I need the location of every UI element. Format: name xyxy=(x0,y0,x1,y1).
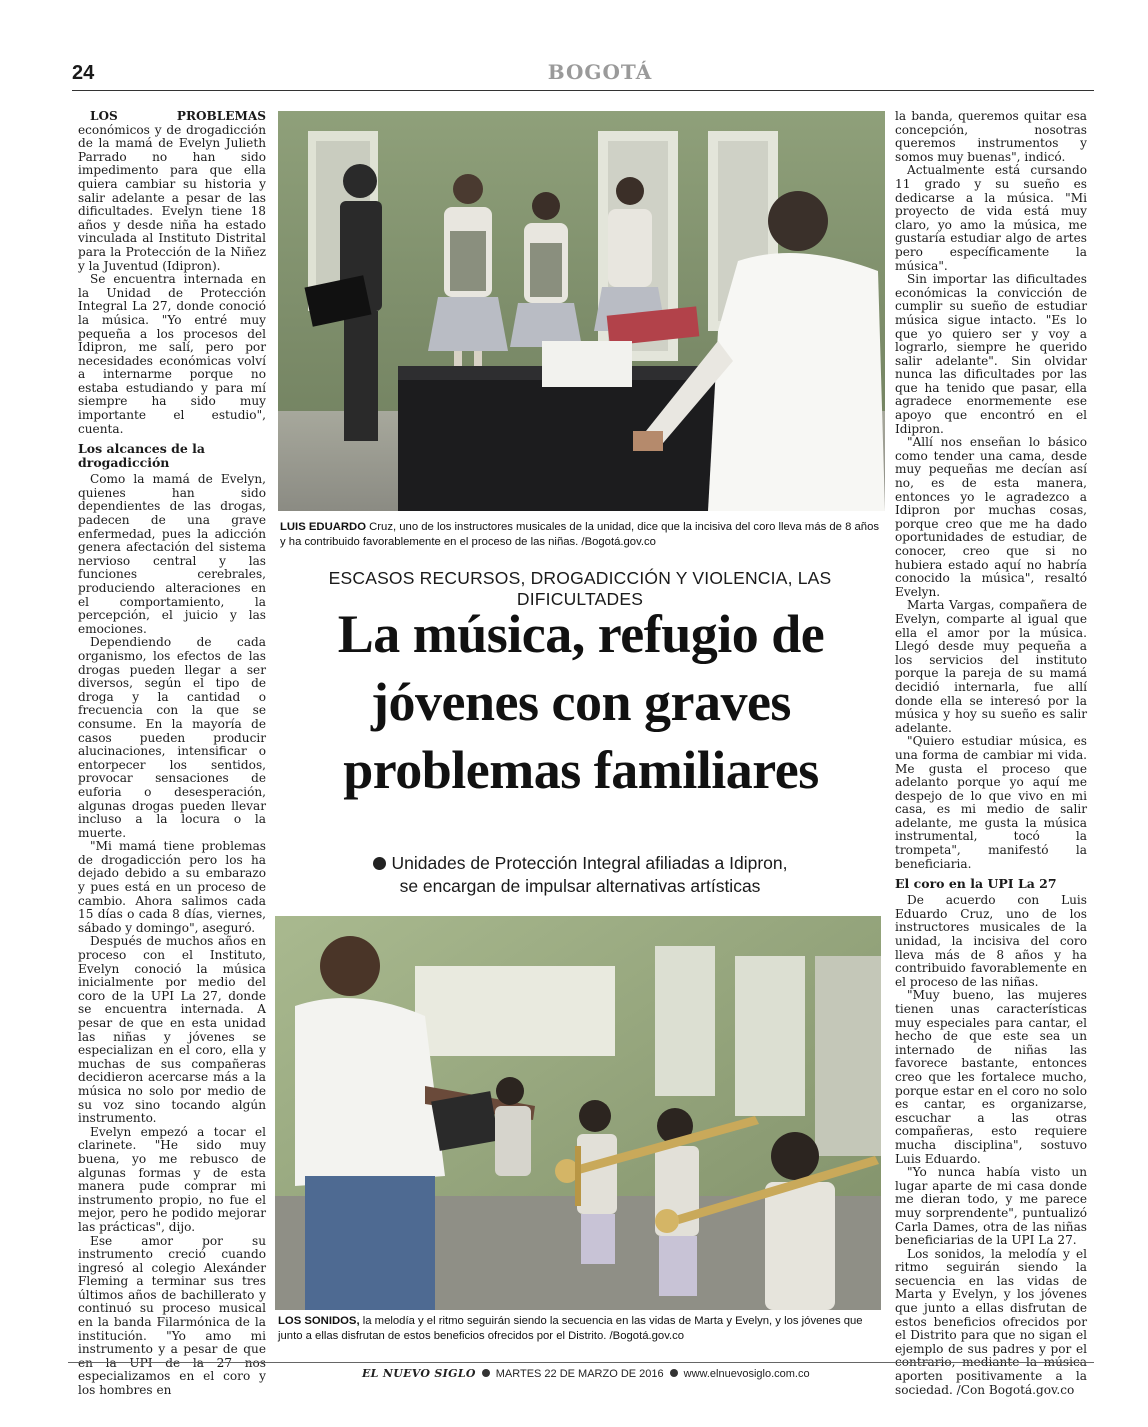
band-photo xyxy=(275,916,881,1310)
choir-photo-caption xyxy=(280,520,880,549)
deck-line: se encargan de impulsar alternativas artísticas xyxy=(399,876,761,896)
paragraph: "Quiero estudiar música, es una forma de cambiar mi vida. Me gusta el proceso que adelanto porque yo aquí me despejo de lo que vivo en mi casa, es mi medio de salir adelante, me gusta la música instrumental, tocó la trompeta", manifestó la beneficiaria. xyxy=(895,734,1087,871)
lead-in: LOS PROBLEMAS xyxy=(90,109,266,123)
headline-line: jóvenes con graves xyxy=(371,672,791,732)
caption-lead: LOS SONIDOS, xyxy=(278,1315,360,1327)
footer-rule xyxy=(68,1362,1094,1363)
paragraph: "Allí nos enseñan lo básico como tender una cama, desde muy pequeñas me decían así no, es de esta manera, entonces yo le agradezco a Idipron por muchas cosas, porque creo que me ha dado oportunidades de estudiar, de conocer, creo que si no hubiera estado aquí no habría conocido la música", resaltó Evelyn. xyxy=(895,435,1087,599)
caption-text: la melodía y el ritmo seguirán siendo la secuencia en las vidas de Marta y Evelyn, y los jóvenes que junto a ellas disfrutan de estos beneficios ofrecidos por el Distrito. /Bogotá.gov.co xyxy=(278,1315,863,1342)
paragraph: "Yo nunca había visto un lugar aparte de mi casa donde me dieran todo, y me parece muy sorprendente", puntualizó Carla Dames, otra de las niñas beneficiarias de la UPI La 27. xyxy=(895,1165,1087,1248)
section-title: BOGOTÁ xyxy=(547,60,653,84)
kicker: ESCASOS RECURSOS, DROGADICCIÓN Y VIOLENCIA, LAS DIFICULTADES xyxy=(328,568,832,609)
paragraph: "Muy bueno, las mujeres tienen unas características muy especiales para cantar, el hecho de que este sea un internado de niñas las favorece bastante, entonces creo que les fortalece mucho, porque estar en el coro no solo es cantar, es organizarse, escuchar a las otras compañeras, esto requiere mucha disciplina", sostuvo Luis Eduardo. xyxy=(895,988,1087,1166)
page-number: 24 xyxy=(72,62,95,84)
newspaper-name: EL NUEVO SIGLO xyxy=(362,1367,476,1380)
paragraph: De acuerdo con Luis Eduardo Cruz, uno de los instructores musicales de la unidad, la incisiva del coro lleva más de 8 años y ha contribuido favorablemente en el proceso de las niñas. xyxy=(895,893,1087,989)
caption-lead: LUIS EDUARDO xyxy=(280,521,366,533)
website-url: www.elnuevosiglo.com.co xyxy=(683,1368,810,1380)
choir-photo xyxy=(278,111,885,511)
issue-date: MARTES 22 DE MARZO DE 2016 xyxy=(495,1368,664,1380)
paragraph: Después de muchos años en proceso con el Instituto, Evelyn conoció la música inicialmente por medio del coro de la UPI La 27, donde se encuentra internada. A pesar de que en esta unidad las niñas y jóvenes se especializan en el coro, ella y muchas de sus compañeras decidieron acercarse más a la música no solo por medio de su voz sino tocando algún instrumento. xyxy=(78,934,266,1126)
paragraph: "Mi mamá tiene problemas de drogadicción pero los ha dejado debido a su embarazo y pues está en un proceso de cambio. Ahora salimos cada 15 días o cada 8 días, viernes, sábado y domingo", aseguró. xyxy=(78,839,266,935)
paragraph xyxy=(78,110,266,273)
paragraph: la banda, queremos quitar esa concepción, nosotras queremos instrumentos y somos muy buenas", indicó. xyxy=(895,109,1087,164)
paragraph-text: económicos y de drogadicción de la mamá de Evelyn Julieth Parrado no han sido impedimento para que ella quiera cambiar su historia y salir adelante a pesar de las dificultades. Evelyn tiene 18 años y desde niña ha estado vinculada al Instituto Distrital para la Protección de la Niñez y la Juventud (Idipron). xyxy=(78,122,266,273)
deck xyxy=(300,852,860,898)
paragraph: Evelyn empezó a tocar el clarinete. "He sido muy buena, yo me rebusco de algunas formas y de esta manera pude comprar mi instrumento propio, no fue el mejor, pero he podido mejorar las prácticas", dijo. xyxy=(78,1124,266,1234)
band-photo-caption xyxy=(278,1314,878,1343)
header-rule xyxy=(72,90,1094,91)
paragraph: Actualmente está cursando 11 grado y su sueño es dedicarse a la música. "Mi proyecto de vida está muy claro, yo amo la música, me gustaría estudiar algo de artes pero específicamente la música". xyxy=(895,163,1087,273)
bullet-icon xyxy=(670,1369,678,1377)
paragraph: Marta Vargas, compañera de Evelyn, comparte al igual que ella el amor por la música. Llegó desde muy pequeña a los servicios del instituto porque la pareja de su mamá decidió internarla, fue allí donde ella se interesó por la música y hoy su sueño es salir adelante. xyxy=(895,598,1087,735)
paragraph: Ese amor por su instrumento creció cuando ingresó al colegio Alexánder Fleming a terminar sus tres últimos años de bachillerato y continuó su proceso musical en la banda Filarmónica de la institución. "Yo amo mi instrumento y a pesar de que en la UPI de la 27 nos especializamos en el coro y los hombres en xyxy=(78,1233,266,1398)
paragraph: Se encuentra internada en la Unidad de Protección Integral La 27, donde conoció la música. "Yo entré muy pequeña a los procesos del Idipron, me salí, pero por necesidades económicas volví a internarme porque no estaba estudiando y para mí siempre ha sido muy importante el estudio", cuenta. xyxy=(78,272,266,436)
footer xyxy=(362,1367,810,1380)
caption-text: Cruz, uno de los instructores musicales de la unidad, dice que la incisiva del coro lleva más de 8 años y ha contribuido favorablemente en el proceso de las niñas. /Bogotá.gov.co xyxy=(280,521,880,548)
subheading: El coro en la UPI La 27 xyxy=(895,876,1057,892)
paragraph: Dependiendo de cada organismo, los efectos de las drogas pueden llegar a ser diversos, según el tipo de droga y la cantidad o frecuencia con la que se consume. En la mayoría de casos pueden producir alucinaciones, intensificar o entorpecer los sentidos, provocar sensaciones de euforia o desesperación, algunas drogas pueden llevar incluso a la locura o la muerte. xyxy=(78,635,266,840)
headline-line: La música, refugio de xyxy=(337,604,825,664)
subheading: Los alcances de la drogadicción xyxy=(78,441,206,471)
headline xyxy=(272,600,890,804)
paragraph: Como la mamá de Evelyn, quienes han sido dependientes de las drogas, padecen de una grave enfermedad, pues la adicción genera afectación del sistema nervioso central y las funciones cerebrales, produciendo alteraciones en el comportamiento, la percepción, el juicio y las emociones. xyxy=(78,472,266,636)
right-column xyxy=(895,109,1087,1397)
left-column xyxy=(78,109,266,1398)
paragraph: Los sonidos, la melodía y el ritmo seguirán siendo la secuencia en las vidas de Marta y Evelyn, y los jóvenes que junto a ellas disfrutan de estos beneficios ofrecidos por el Distrito para que no sigan el ejemplo de sus padres y por el contrario, mediante la música aporten positivamente a la sociedad. /Con Bogotá.gov.co xyxy=(895,1246,1087,1397)
headline-line: problemas familiares xyxy=(343,740,819,800)
bullet-icon xyxy=(482,1369,490,1377)
bullet-icon xyxy=(373,857,386,870)
paragraph: Sin importar las dificultades económicas la convicción de cumplir su sueño de estudiar música sigue intacto. "Es lo que yo quiero ser y voy a lograrlo, siempre he querido salir adelante". Sin olvidar nunca las dificultades por las que ha tenido que pasar, ella agradece enormemente ese apoyo que encontró en el Idipron. xyxy=(895,272,1087,436)
deck-line: Unidades de Protección Integral afiliadas a Idipron, xyxy=(391,853,788,873)
